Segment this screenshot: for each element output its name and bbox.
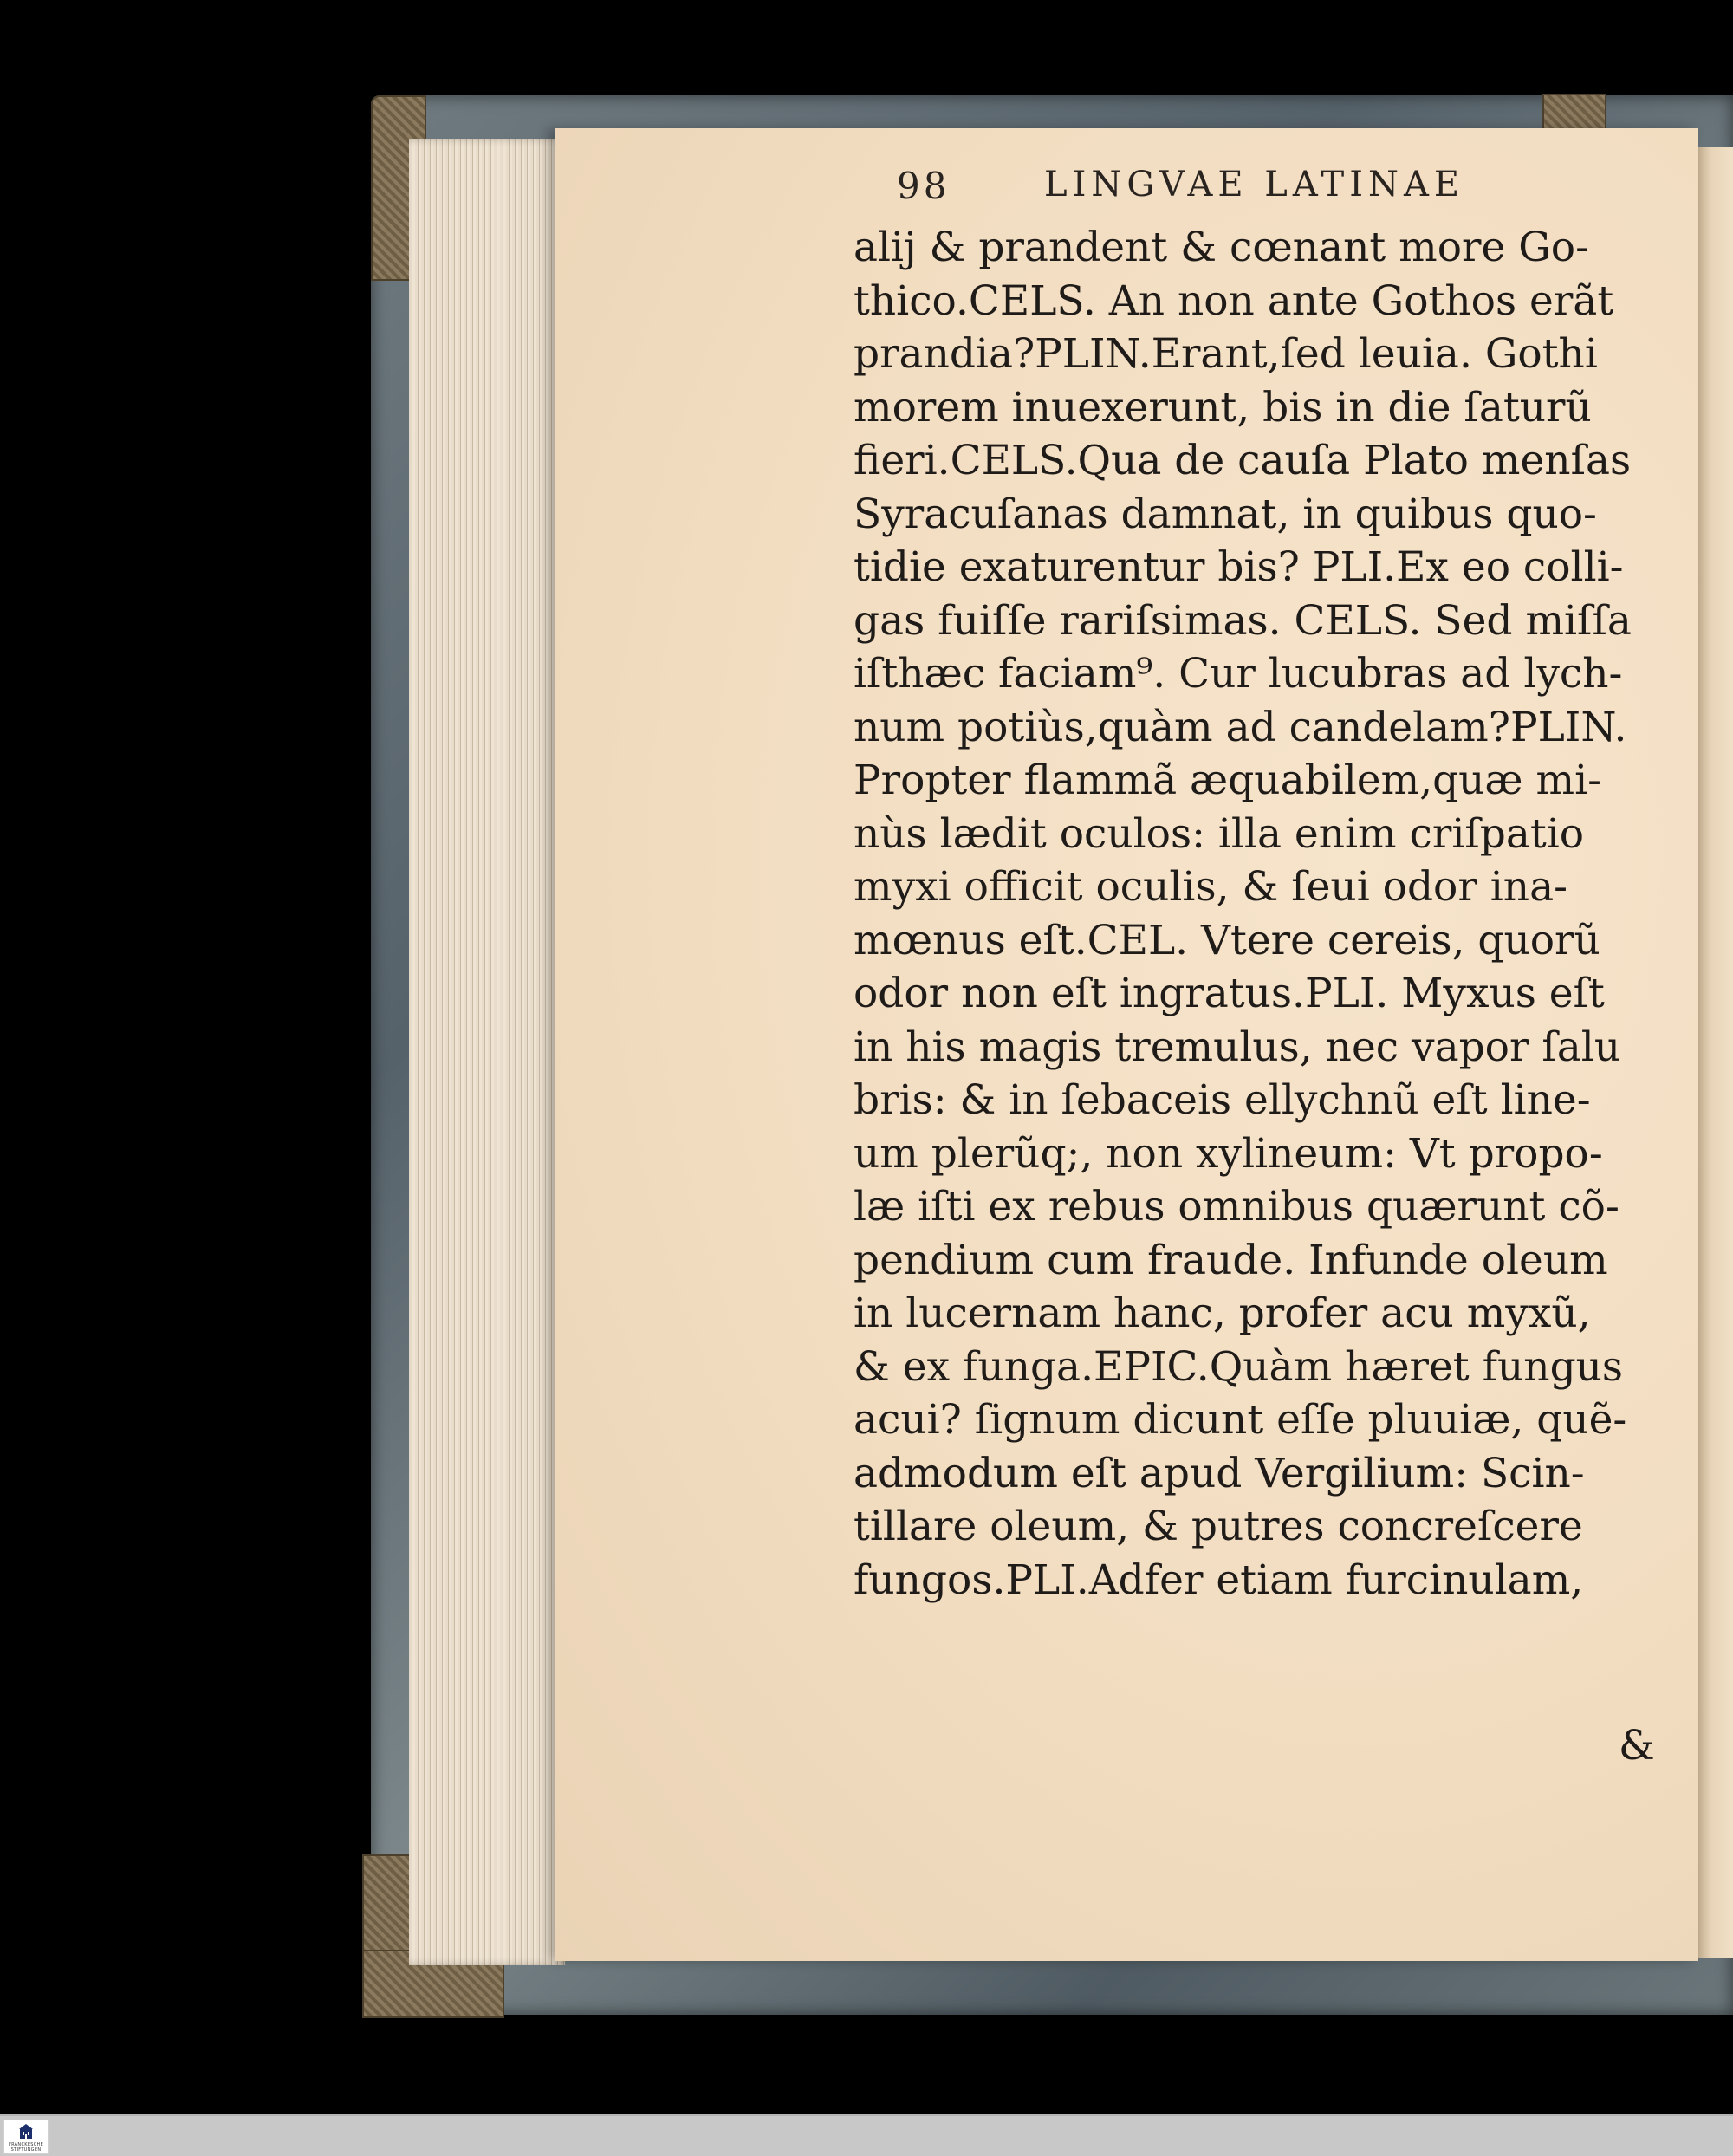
building-icon	[19, 2124, 33, 2140]
text-line: um plerũq;, non xylineum: Vt propo-	[854, 1129, 1603, 1178]
text-line: tillare oleum, & putres concreſcere	[854, 1503, 1583, 1550]
text-line: Syracuſanas damnat, in quibus quo-	[854, 490, 1597, 538]
text-line: & ex funga.EPIC.Quàm hæret fungus	[854, 1342, 1624, 1391]
text-line: Propter flammã æquabilem,quæ mi-	[854, 757, 1602, 804]
text-line: in his magis tremulus, nec vapor ſalu	[854, 1023, 1621, 1071]
text-line: admodum eſt apud Vergilium: Scin-	[854, 1449, 1585, 1497]
page-edges	[409, 139, 565, 1965]
facing-page-edge	[1697, 147, 1733, 1958]
page-header	[897, 165, 1590, 217]
text-line: pendium cum fraude. Infunde oleum	[854, 1236, 1608, 1284]
text-line: acui? ſignum dicunt eſſe pluuiæ, quẽ-	[854, 1396, 1627, 1444]
institution-logo[interactable]	[3, 2120, 49, 2154]
text-line: in lucernam hanc, profer acu myxũ,	[854, 1289, 1591, 1337]
logo-text: FRANCKESCHE STIFTUNGEN	[8, 2142, 44, 2153]
text-line: gas fuiſſe rariſsimas. CELS. Sed miſſa	[854, 596, 1632, 645]
text-line: num potiùs,quàm ad candelam?PLIN.	[854, 703, 1627, 751]
text-line: odor non eſt ingratus.PLI. Myxus eſt	[854, 970, 1605, 1017]
text-line: læ iſti ex rebus omnibus quærunt cõ-	[854, 1183, 1619, 1231]
text-line: prandia?PLIN.Erant,ſed leuia. Gothi	[854, 330, 1598, 378]
text-line: myxi officit oculis, & ſeui odor ina-	[854, 863, 1567, 911]
text-line: fungos.PLI.Adfer etiam furcinulam,	[854, 1555, 1584, 1604]
text-line: alij & prandent & cœnant more Go-	[854, 224, 1589, 271]
text-line: fieri.CELS.Qua de cauſa Plato menſas	[854, 437, 1632, 484]
catchword: &	[1619, 1722, 1655, 1770]
text-line: tidie exaturentur bis? PLI.Ex eo colli-	[854, 543, 1624, 591]
text-line: bris: & in ſebaceis ellychnũ eſt line-	[854, 1076, 1591, 1124]
text-line: mœnus eſt.CEL. Vtere cereis, quorũ	[854, 916, 1600, 964]
text-line: nùs lædit oculos: illa enim criſpatio	[854, 809, 1585, 858]
viewer-toolbar	[0, 2114, 1733, 2156]
text-line: iſthæc faciam⁹. Cur lucubras ad lych-	[854, 650, 1623, 698]
running-head: LINGVAE LATINAE	[1044, 165, 1465, 205]
text-line: thico.CELS. An non ante Gothos erãt	[854, 276, 1614, 325]
page-text	[854, 221, 1672, 1607]
page-number: 98	[897, 165, 951, 207]
text-line: morem inuexerunt, bis in die ſaturũ	[854, 383, 1592, 432]
